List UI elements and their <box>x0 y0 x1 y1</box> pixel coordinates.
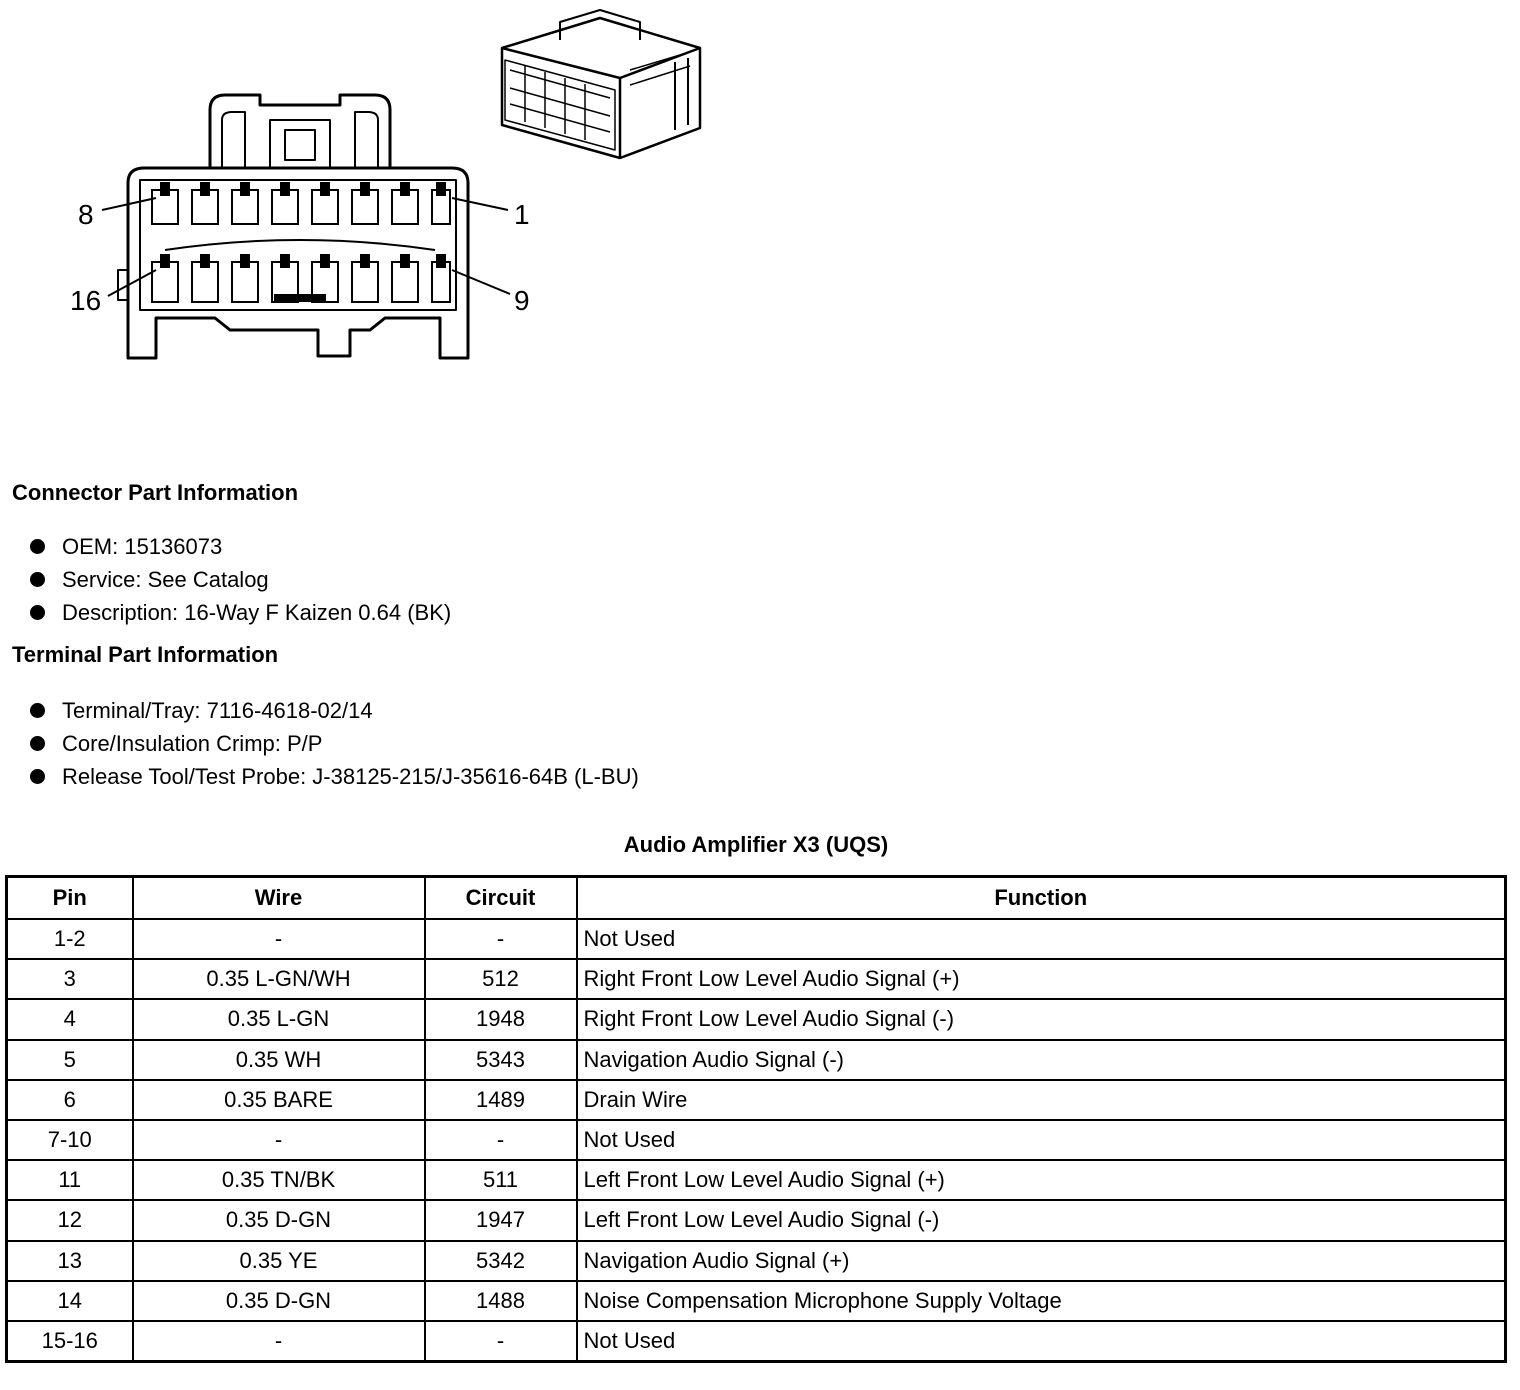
circuit-cell: - <box>425 1120 577 1160</box>
header-function: Function <box>577 877 1506 920</box>
pin-label-8: 8 <box>78 199 94 230</box>
pin-cell: 7-10 <box>7 1120 133 1160</box>
connector-info-title: Connector Part Information <box>12 480 299 505</box>
bullet-icon <box>30 769 45 784</box>
table-header-row <box>7 877 1506 920</box>
list-item: OEM: 15136073 <box>28 530 451 563</box>
wire-cell: 0.35 L-GN <box>133 999 425 1039</box>
wire-cell: 0.35 D-GN <box>133 1281 425 1321</box>
wire-cell: 0.35 L-GN/WH <box>133 959 425 999</box>
connector-latch <box>210 95 390 168</box>
function-cell: Navigation Audio Signal (-) <box>577 1040 1506 1080</box>
function-cell: Drain Wire <box>577 1080 1506 1120</box>
bullet-icon <box>30 539 45 554</box>
connector-info-list <box>28 530 451 629</box>
pinout-table <box>5 875 1507 1363</box>
pin-leaders <box>102 198 510 296</box>
header-pin: Pin <box>7 877 133 920</box>
table-row <box>7 1241 1506 1281</box>
pin-label-9: 9 <box>514 285 530 316</box>
list-item: Description: 16-Way F Kaizen 0.64 (BK) <box>28 596 451 629</box>
function-cell: Right Front Low Level Audio Signal (+) <box>577 959 1506 999</box>
latch-arm-right <box>355 112 378 168</box>
function-cell: Left Front Low Level Audio Signal (-) <box>577 1200 1506 1240</box>
wire-cell: 0.35 TN/BK <box>133 1160 425 1200</box>
circuit-cell: 511 <box>425 1160 577 1200</box>
latch-arm-left <box>222 112 245 168</box>
table-row <box>7 1040 1506 1080</box>
pin-cell: 6 <box>7 1080 133 1120</box>
bullet-icon <box>30 605 45 620</box>
table-row <box>7 1200 1506 1240</box>
list-item: Service: See Catalog <box>28 563 451 596</box>
circuit-cell: 1489 <box>425 1080 577 1120</box>
wire-cell: 0.35 BARE <box>133 1080 425 1120</box>
latch-center <box>270 120 330 168</box>
circuit-cell: 5343 <box>425 1040 577 1080</box>
list-item: Core/Insulation Crimp: P/P <box>28 727 639 760</box>
pin-cell: 15-16 <box>7 1321 133 1362</box>
function-cell: Right Front Low Level Audio Signal (-) <box>577 999 1506 1039</box>
bullet-icon <box>30 703 45 718</box>
wire-cell: 0.35 YE <box>133 1241 425 1281</box>
function-cell: Not Used <box>577 1120 1506 1160</box>
connector-isometric-view <box>502 10 700 158</box>
pin-label-1: 1 <box>514 199 530 230</box>
circuit-cell: 512 <box>425 959 577 999</box>
circuit-cell: 1948 <box>425 999 577 1039</box>
pin-cell: 3 <box>7 959 133 999</box>
circuit-cell: 1947 <box>425 1200 577 1240</box>
pin-cell: 11 <box>7 1160 133 1200</box>
bullet-icon <box>30 736 45 751</box>
table-row <box>7 959 1506 999</box>
wire-cell: 0.35 D-GN <box>133 1200 425 1240</box>
connector-diagram <box>0 0 760 380</box>
terminal-info-title: Terminal Part Information <box>12 642 279 667</box>
table-title: Audio Amplifier X3 (UQS) <box>623 832 889 857</box>
header-wire: Wire <box>133 877 425 920</box>
pin-cell: 1-2 <box>7 919 133 959</box>
row-separator <box>165 240 435 250</box>
table-row <box>7 1160 1506 1200</box>
function-cell: Not Used <box>577 919 1506 959</box>
list-item: Release Tool/Test Probe: J-38125-215/J-35616-64B (L-BU) <box>28 760 639 793</box>
terminal-contacts <box>160 182 446 302</box>
function-cell: Not Used <box>577 1321 1506 1362</box>
circuit-cell: 5342 <box>425 1241 577 1281</box>
pin-cell: 4 <box>7 999 133 1039</box>
table-row <box>7 1120 1506 1160</box>
pin-cell: 5 <box>7 1040 133 1080</box>
wire-cell: 0.35 WH <box>133 1040 425 1080</box>
table-row <box>7 1080 1506 1120</box>
function-cell: Left Front Low Level Audio Signal (+) <box>577 1160 1506 1200</box>
table-row <box>7 919 1506 959</box>
circuit-cell: - <box>425 1321 577 1362</box>
terminal-info-list <box>28 694 639 793</box>
list-item: Terminal/Tray: 7116-4618-02/14 <box>28 694 639 727</box>
circuit-cell: 1488 <box>425 1281 577 1321</box>
header-circuit: Circuit <box>425 877 577 920</box>
circuit-cell: - <box>425 919 577 959</box>
pin-cell: 14 <box>7 1281 133 1321</box>
bullet-icon <box>30 572 45 587</box>
table-row <box>7 1321 1506 1362</box>
table-row <box>7 999 1506 1039</box>
pin-cell: 12 <box>7 1200 133 1240</box>
function-cell: Navigation Audio Signal (+) <box>577 1241 1506 1281</box>
pin-cell: 13 <box>7 1241 133 1281</box>
pin-label-16: 16 <box>70 285 102 316</box>
wire-cell: - <box>133 1321 425 1362</box>
wire-cell: - <box>133 919 425 959</box>
wire-cell: - <box>133 1120 425 1160</box>
table-row <box>7 1281 1506 1321</box>
function-cell: Noise Compensation Microphone Supply Voltage <box>577 1281 1506 1321</box>
